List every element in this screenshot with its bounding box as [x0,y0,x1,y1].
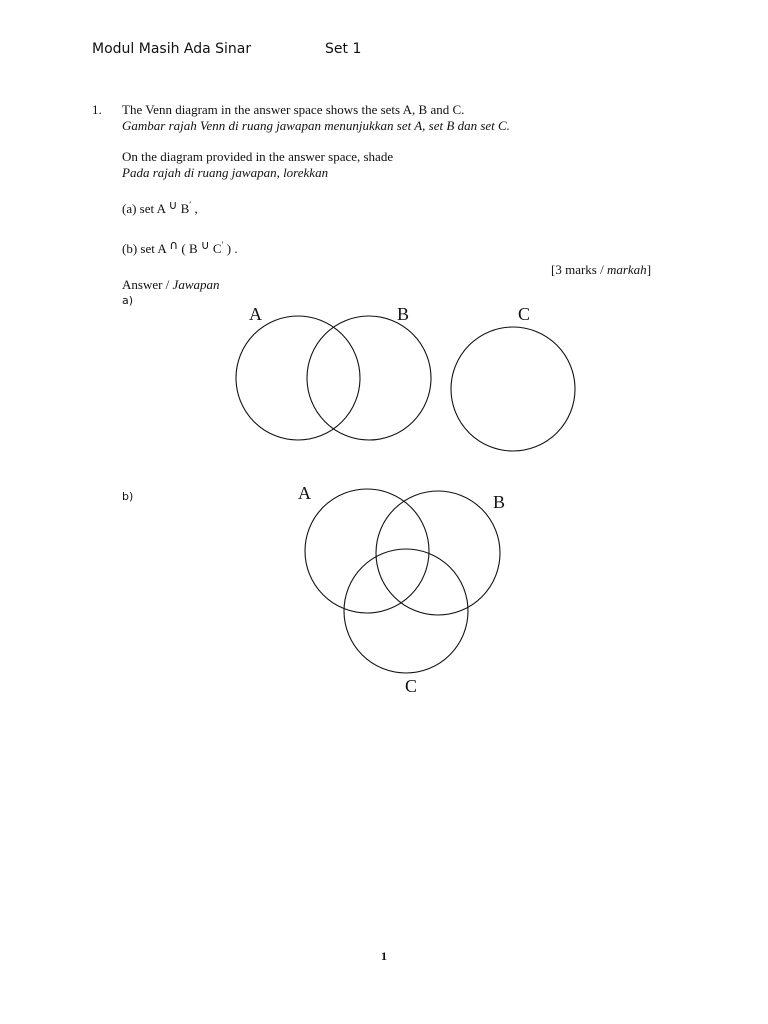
question-line-en: The Venn diagram in the answer space shows the sets A, B and C. [122,102,465,117]
instruction-ms: Pada rajah di ruang jawapan, lorekkan [122,165,329,180]
intersect-symbol: ∩ [169,238,179,252]
question-line-ms: Gambar rajah Venn di ruang jawapan menunjukkan set A, set B dan set C. [122,118,510,133]
venn-diagram-b [298,483,505,696]
part-a-set-b: B [180,201,190,216]
set-c-label: C [518,304,531,324]
question-number: 1. [92,102,102,117]
answer-part-a-label: a) [122,294,134,307]
set-a-circle [236,316,360,440]
marks-close: ] [646,262,652,277]
answer-ms: Jawapan [172,277,220,292]
set-b-circle [376,491,500,615]
part-b-set-c: C [212,241,222,256]
set-a-circle [305,489,429,613]
set-b-label: B [493,492,506,512]
part-a-suffix: , [194,201,198,216]
set-b-circle [307,316,431,440]
complement-mark: ′ [221,240,224,250]
set-a-label: A [249,304,262,324]
answer-part-b-label: b) [122,490,134,503]
marks-ms: markah [606,262,647,277]
part-b-open: ( B [181,241,198,256]
page-number: 1 [381,949,387,963]
venn-diagram-a [236,304,575,451]
set-c-label: C [405,676,418,696]
part-b-prefix: (b) set A [122,241,167,256]
union-symbol: ∪ [200,238,210,252]
part-a-prefix: (a) set A [122,201,166,216]
part-b-close: ) . [226,241,238,256]
set-a-label: A [298,483,311,503]
union-symbol: ∪ [168,198,178,212]
marks-en: [3 marks / [551,262,604,277]
answer-en: Answer / [122,277,170,292]
set-label: Set 1 [325,41,362,57]
set-c-circle [344,549,468,673]
set-b-label: B [397,304,410,324]
complement-mark: ′ [189,200,192,210]
module-title: Modul Masih Ada Sinar [92,41,252,57]
instruction-en: On the diagram provided in the answer space, shade [122,149,394,164]
set-c-circle [451,327,575,451]
